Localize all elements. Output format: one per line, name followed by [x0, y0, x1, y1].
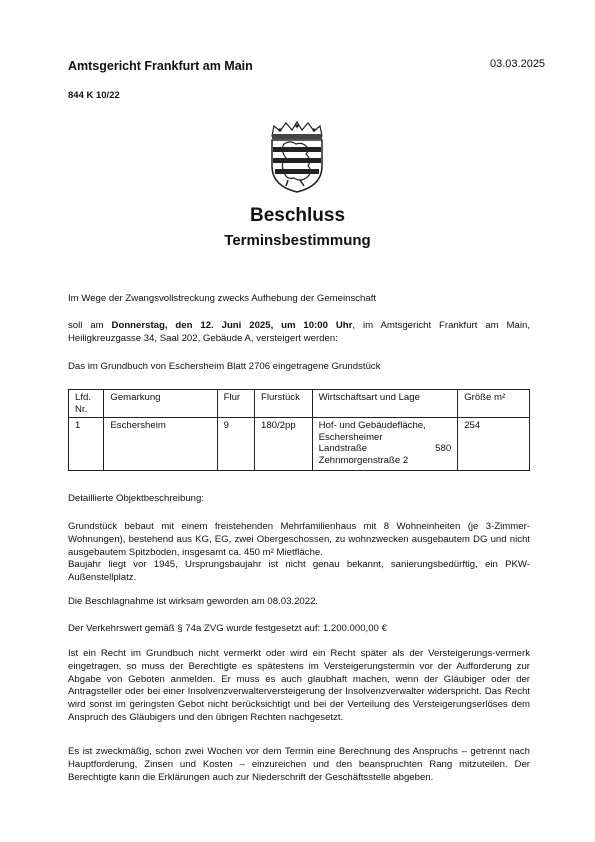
lage-street: Landstraße [318, 443, 368, 454]
cell-nr: 1 [69, 418, 104, 471]
beschlagnahme-text: Die Beschlagnahme ist wirksam geworden am 08.03.2022. [68, 596, 319, 607]
grundbuch-text: Das im Grundbuch von Eschersheim Blatt 2706 eingetragene Grundstück [68, 361, 381, 372]
lage-line [319, 443, 452, 455]
termin-text [68, 320, 530, 346]
file-number: 844 K 10/22 [68, 90, 120, 101]
court-name: Amtsgericht Frankfurt am Main [68, 59, 253, 73]
cell-flur: 9 [217, 418, 254, 471]
table-row [69, 418, 530, 471]
rechte-text: Ist ein Recht im Grundbuch nicht vermerkt oder wird ein Recht später als der Versteigerungs-vermerk eingetragen, so muss der Berechtigte es spätestens im Versteigerungstermin vor der Aufforderung zur Abgabe von Geboten anmelden. Er muss es auch glaubhaft machen, wenn der Gläubiger oder der Antragsteller oder bei einer Insolvenzverwalterversteigerung der Insolvenzverwalter widerspricht. Das Recht wird sonst im geringsten Gebot nicht berücksichtigt und bei der Verteilung des Versteigerungserlöses dem Anspruch des Gläubigers und den übrigen Rechten nachgesetzt. [68, 648, 530, 723]
details-heading: Detaillierte Objektbeschreibung: [68, 493, 204, 504]
verkehrswert-text: Der Verkehrswert gemäß § 74a ZVG wurde festgesetzt auf: 1.200.000,00 € [68, 623, 387, 634]
hessen-coat-of-arms-icon [266, 120, 328, 194]
lage-number: 580 [435, 443, 452, 454]
column-header: Größe m² [458, 390, 530, 418]
termin-prefix: soll am [68, 320, 112, 331]
termin-date: Donnerstag, den 12. Juni 2025, um 10:00 Uhr [111, 320, 353, 331]
baujahr-text: Baujahr liegt vor 1945, Ursprungsbaujahr ist nicht genau bekannt, sanierungsbedürftig, ein PKW-Außenstellplatz. [68, 559, 530, 584]
page-subtitle: Terminsbestimmung [224, 232, 371, 249]
property-table [68, 389, 530, 471]
column-header: Wirtschaftsart und Lage [312, 390, 458, 418]
cell-gemarkung: Eschersheim [104, 418, 217, 471]
description-text: Grundstück bebaut mit einem freistehenden Mehrfamilienhaus mit 8 Wohneinheiten (je 3-Zimmer-Wohnungen), bestehend aus KG, EG, zwei Obergeschossen, zu wohnzwecken ausgebautem DG und nicht ausgebautem Spitzboden, insgesamt ca. 450 m² Mietfläche. [68, 521, 530, 558]
column-header: Flurstück [254, 390, 312, 418]
column-header: Lfd. Nr. [69, 390, 104, 418]
lage-line: Hof- und Gebäudefläche, [318, 420, 426, 431]
column-header: Flur [217, 390, 254, 418]
page-title: Beschluss [249, 205, 346, 226]
termin-suffix: , im Amtsgericht Frankfurt am Main, Heiligkreuzgasse 34, Saal 202, Gebäude A, versteigert werden: [68, 320, 531, 344]
lage-line: Zehnmorgenstraße 2 [318, 454, 409, 466]
details-description [68, 521, 530, 585]
column-header: Gemarkung [104, 390, 217, 418]
zweckmaessig-text: Es ist zweckmäßig, schon zwei Wochen vor dem Termin eine Berechnung des Anspruchs – getrennt nach Hauptforderung, Zinsen und Kosten – einzureichen und den beanspruchten Rang mitzuteilen. Der Berechtigte kann die Erklärungen auch zur Niederschrift der Geschäftsstelle abgeben. [68, 746, 530, 783]
cell-groesse: 254 [458, 418, 530, 471]
intro-text: Im Wege der Zwangsvollstreckung zwecks Aufhebung der Gemeinschaft [68, 293, 377, 304]
cell-flurstueck: 180/2pp [254, 418, 312, 471]
cell-lage [312, 418, 458, 471]
document-date: 03.03.2025 [490, 58, 546, 70]
lage-line: Eschersheimer [318, 431, 383, 443]
table-header-row [69, 390, 530, 418]
